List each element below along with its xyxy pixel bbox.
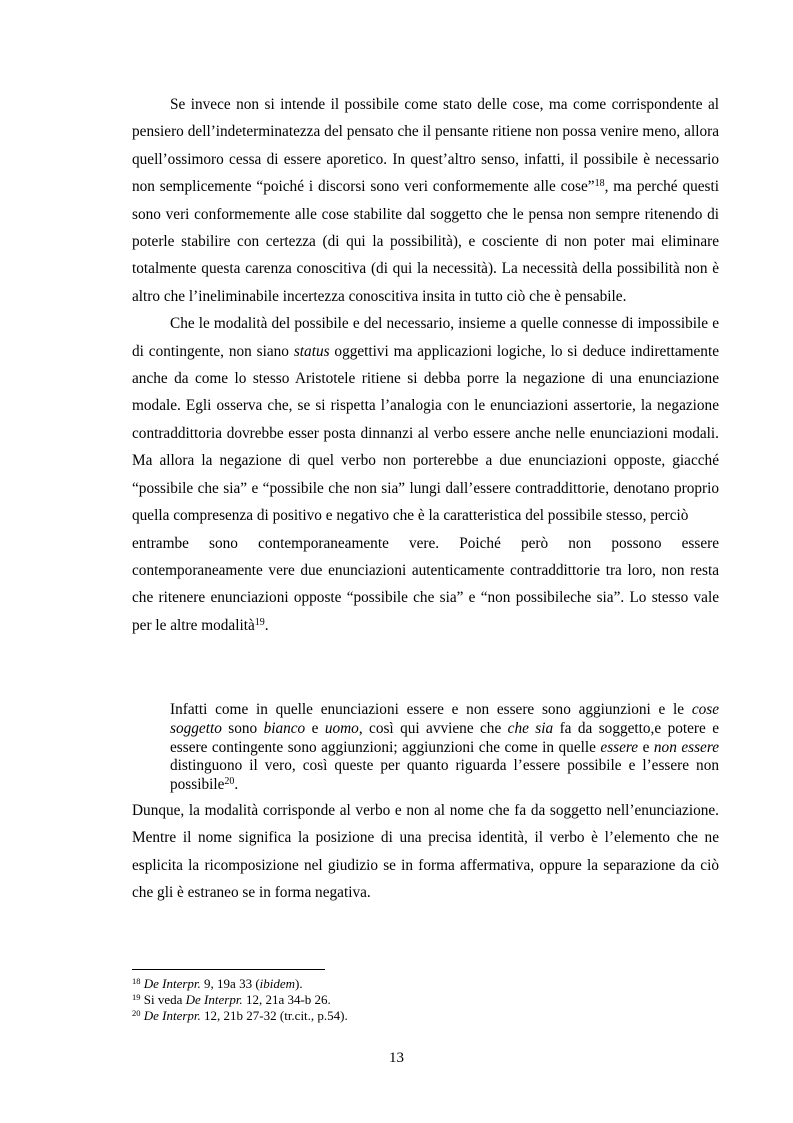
footnote-separator [132, 969, 325, 970]
footnote-text: 12, 21a 34-b 26. [242, 992, 331, 1007]
quote-text-4: , così qui avviene che [358, 719, 508, 737]
paragraph-2 [132, 310, 719, 529]
paragraph-4-text: Dunque, la modalità corrisponde al verbo e non al nome che fa da soggetto nell’enunciazione. Mentre il nome significa la posizione di una precisa identità, il verbo è l’elemento che ne esplicita la ricomposizione nel giudizio se in forma affermativa, oppure la separazione da ciò che gli è estraneo se in forma negativa. [132, 802, 719, 902]
paragraph-3-end: . [264, 616, 269, 634]
quote-italic-uomo: uomo [324, 719, 359, 737]
footnote-prefix: Si veda [140, 992, 186, 1007]
paragraph-2-text-b: oggettivi ma applicazioni logiche, lo si deduce indirettamente anche da come lo stesso Aristotele ritiene si debba porre la negazione di una enunciazione modale. Egli osserva che, se si rispetta l’analogia con le enunciazioni assertorie, la negazione contraddittoria dovrebbe esser posta dinnanzi al verbo essere anche nelle enunciazioni modali. Ma allora la negazione di quel verbo non porterebbe a due enunciazioni opposte, giacché “possibile che sia” e “possibile che non sia” lungi dall’essere contraddittorie, denotano proprio quella compresenza di positivo e negativo che è la caratteristica del possibile stesso, perciò [132, 342, 719, 525]
quote-end: . [234, 776, 239, 794]
paragraph-2-text-a: Che le modalità del possibile e del necessario, insieme a quelle connesse di impossibile e di contingente, non siano [132, 315, 719, 360]
paragraph-2-italic-status: status [293, 342, 330, 360]
footnote-ref-19: 19 [254, 616, 265, 628]
footnote-19 [132, 992, 719, 1008]
quote-italic-che-sia: che sia [507, 719, 554, 737]
footnote-text: 9, 19a 33 ( [200, 976, 260, 991]
quote-italic-non-essere: non essere [653, 738, 719, 756]
paragraph-after-quote [132, 797, 719, 907]
footnotes [132, 976, 719, 1024]
quote-italic-cose-soggetto: cose soggetto [170, 701, 719, 737]
quote-text-5: fa da soggetto,e potere e essere contingente sono aggiunzioni; aggiunzioni che come in quelle [170, 719, 719, 756]
quote-text-2: sono [221, 719, 264, 737]
quote-italic-essere: essere [600, 738, 639, 756]
paragraph-1-text: Se invece non si intende il possibile come stato delle cose, ma come corrispondente al pensiero dell’indeterminatezza del pensato che il pensante ritiene non possa venire meno, allora quell’ossimoro cessa di essere aporetico. In quest’altro senso, infatti, il possibile è necessario non semplicemente “poiché i discorsi sono veri conformemente alle cose” [132, 96, 719, 196]
footnote-text-end: ). [295, 976, 303, 991]
footnote-source-title: De Interpr. [185, 992, 243, 1007]
footnote-number: 20 [132, 1008, 141, 1018]
quote-text-3: e [305, 719, 325, 737]
quote-text-1: Infatti come in quelle enunciazioni essere e non essere sono aggiunzioni e le [170, 701, 692, 718]
paragraph-1-continuation: , ma perché questi sono veri conformemente alle cose stabilite dal soggetto che le pensa non sempre ritenendo di poterle stabilire con certezza (di qui la possibilità), e cosciente di non poter mai eliminare totalmente questa carenza conoscitiva (di qui la necessità). La necessità della possibilità non è altro che l’ineliminabile incertezza conoscitiva insita in tutto ciò che è pensabile. [132, 178, 719, 305]
footnote-ibidem: ibidem [259, 976, 296, 991]
quote-text-6: e [638, 738, 654, 756]
paragraph-3-text: entrambe sono contemporaneamente vere. Poiché però non possono essere contemporaneamente vere due enunciazioni autenticamente contraddittorie tra loro, non resta che ritenere enunciazioni opposte “possibile che sia” e “non possibileche sia”. Lo stesso vale per le altre modalità [132, 534, 719, 634]
block-quote [170, 701, 719, 795]
footnote-ref-20: 20 [224, 776, 235, 788]
page-number: 13 [389, 1050, 404, 1066]
footnote-source-title: De Interpr. [143, 1008, 201, 1023]
footnote-18 [132, 976, 719, 992]
paragraph-3 [132, 530, 719, 640]
footnote-number: 18 [132, 976, 141, 986]
footnote-text: 12, 21b 27-32 (tr.cit., p.54). [200, 1008, 348, 1023]
quote-text-7: distinguono il vero, così queste per quanto riguarda l’essere possibile e l’essere non possibile [170, 757, 719, 794]
footnote-source-title: De Interpr. [143, 976, 201, 991]
main-text-block [132, 91, 719, 639]
footnote-ref-18: 18 [594, 178, 605, 190]
paragraph-1 [132, 91, 719, 310]
footnote-20 [132, 1008, 719, 1024]
footnote-number: 19 [132, 992, 141, 1002]
quote-italic-bianco: bianco [263, 719, 306, 737]
